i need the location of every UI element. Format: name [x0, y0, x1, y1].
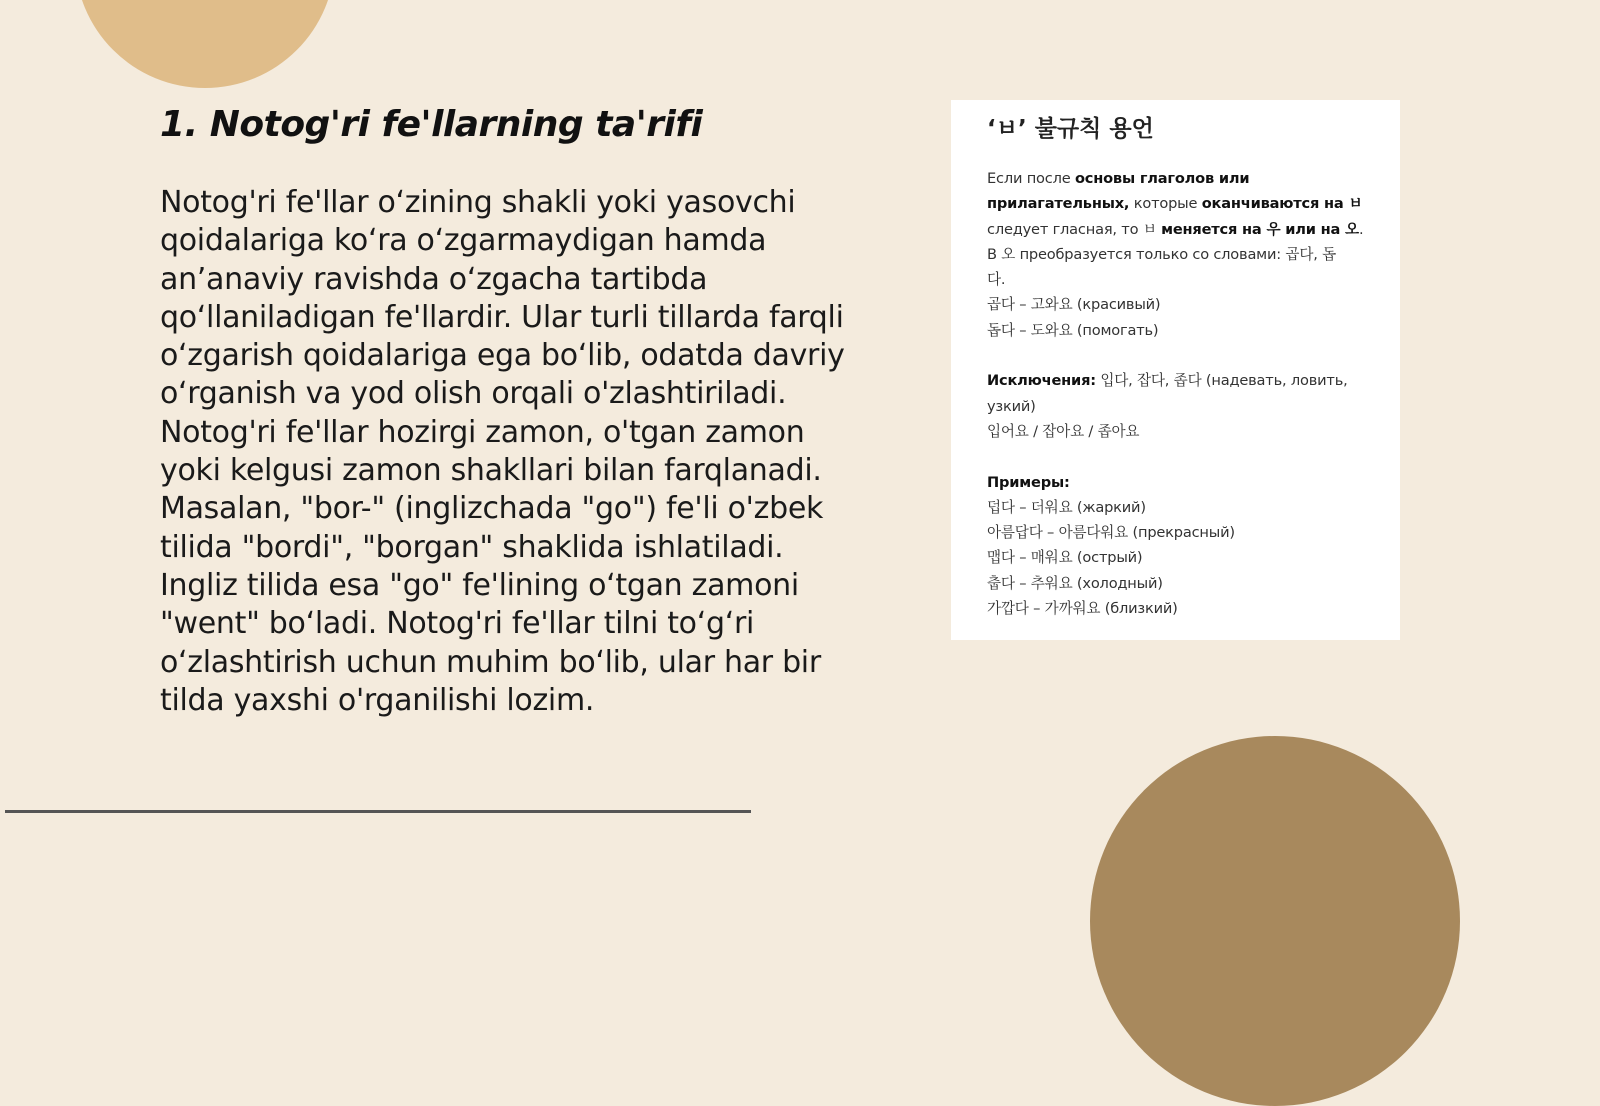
example-item: 아름답다 – 아름다워요 (прекрасный): [987, 524, 1235, 542]
decorative-circle-bottom: [1090, 736, 1460, 1106]
example-item: 춥다 – 추워요 (холодный): [987, 574, 1163, 592]
slide-title: 1. Notog'ri fe'llarning ta'rifi: [160, 104, 703, 145]
exceptions-line: [987, 368, 1374, 393]
rule-line: В 오 преобразуется только со словами: 곱다, 돕: [987, 245, 1337, 263]
rule-bold-text: оканчиваются на ㅂ: [1201, 195, 1363, 213]
grammar-card: [951, 100, 1400, 640]
example-item: 맵다 – 매워요 (острый): [987, 549, 1143, 567]
example-item: 덥다 – 더워요 (жаркий): [987, 498, 1146, 516]
rule-line: [987, 217, 1374, 242]
card-title: ‘ㅂ’ 불규칙 용언: [987, 116, 1154, 142]
rule-line: [987, 166, 1374, 191]
spacer: [987, 343, 1374, 368]
rule-section: [987, 166, 1374, 343]
rule-text: которые: [1129, 195, 1202, 213]
examples-label: [987, 470, 1374, 495]
examples-label-text: Примеры:: [987, 473, 1070, 491]
exceptions-line: узкий): [987, 397, 1036, 415]
rule-text: .: [1358, 220, 1364, 238]
example-item: 가깝다 – 가까워요 (близкий): [987, 600, 1178, 618]
slide-body-text: Notog'ri fe'llar o‘zining shakli yoki yasovchi qoidalariga ko‘ra o‘zgarmaydigan hamda an’anaviy ravishda o‘zgacha tartibda qo‘llaniladigan fe'llardir. Ular turli tillarda farqli o‘zgarish qoidalariga ega bo‘lib, odatda davriy o‘rganish va yod olish orqali o'zlashtiriladi. Notog'ri fe'llar hozirgi zamon, o'tgan zamon yoki kelgusi zamon shakllari bilan farqlanadi. Masalan, "bor-" (inglizchada "go") fe'li o'zbek tilida "bordi", "borgan" shaklida ishlatiladi. Ingliz tilida esa "go" fe'lining o‘tgan zamoni "went" bo‘ladi. Notog'ri fe'llar tilni to‘g‘ri o‘zlashtirish uchun muhim bo‘lib, ular har bir tilda yaxshi o'rganilishi lozim.: [160, 185, 845, 718]
rule-text: следует гласная, то ㅂ: [987, 220, 1162, 238]
rule-bold-text: меняется на 우 или на 오: [1161, 220, 1359, 238]
rule-example-line: 곱다 – 고와요 (красивый): [987, 296, 1161, 314]
decorative-circle-top: [75, 0, 335, 88]
divider-line: [5, 810, 751, 813]
rule-line: [987, 191, 1374, 216]
rule-line: 다.: [987, 271, 1006, 289]
exceptions-section: [987, 368, 1374, 444]
rule-example-line: 돕다 – 도와요 (помогать): [987, 321, 1159, 339]
rule-bold-text: прилагательных,: [987, 195, 1130, 213]
spacer: [987, 444, 1374, 469]
examples-section: [987, 470, 1374, 622]
exceptions-label: Исключения:: [987, 372, 1096, 390]
exceptions-line: 입어요 / 잡아요 / 좁아요: [987, 422, 1140, 440]
rule-text: Если после: [987, 170, 1075, 187]
exceptions-text: 입다, 잡다, 좁다 (надевать, ловить,: [1095, 372, 1348, 390]
rule-bold-text: основы глаголов или: [1074, 170, 1250, 187]
